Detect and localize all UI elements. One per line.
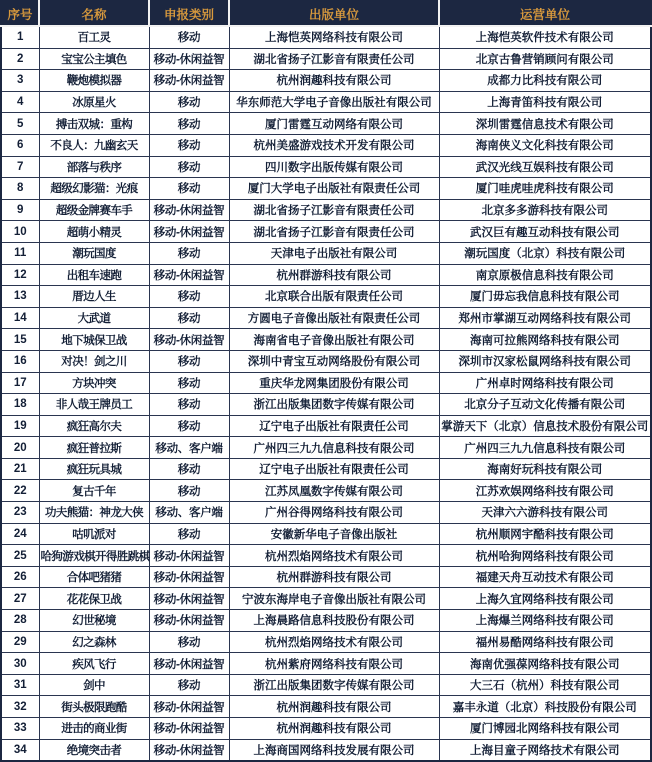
table-cell-operator: 福建天舟互动技术有限公司: [439, 566, 651, 588]
table-cell-category: 移动: [149, 394, 229, 416]
table-cell-operator: 北京分子互动文化传播有限公司: [439, 394, 651, 416]
table-cell-category: 移动: [149, 286, 229, 308]
table-cell-category: 移动-休闲益智: [149, 329, 229, 351]
table-cell-operator: 上海目童子网络技术有限公司: [439, 739, 651, 761]
table-cell-operator: 杭州哈狗网络科技有限公司: [439, 545, 651, 567]
table-row: [1, 610, 651, 632]
table-row: [1, 113, 651, 135]
table-cell-name: 方块冲突: [39, 372, 149, 394]
table-cell-operator: 杭州顺网宇酷科技有限公司: [439, 523, 651, 545]
table-cell-operator: 海南侠义文化科技有限公司: [439, 134, 651, 156]
table-cell-category: 移动-休闲益智: [149, 199, 229, 221]
table-cell-index: 10: [1, 221, 39, 243]
table-cell-name: 街头极限跑酷: [39, 696, 149, 718]
table-row: [1, 134, 651, 156]
table-cell-name: 非人哉王牌员工: [39, 394, 149, 416]
table-cell-name: 厝边人生: [39, 286, 149, 308]
table-cell-operator: 南京原极信息科技有限公司: [439, 264, 651, 286]
table-cell-operator: 江苏欢娱网络科技有限公司: [439, 480, 651, 502]
table-row: [1, 307, 651, 329]
column-header-category: 申报类别: [149, 1, 229, 26]
table-cell-publisher: 四川数字出版传媒有限公司: [229, 156, 439, 178]
table-cell-operator: 福州易酷网络科技有限公司: [439, 631, 651, 653]
table-row: [1, 329, 651, 351]
table-cell-publisher: 广州四三九九信息科技有限公司: [229, 437, 439, 459]
table-row: [1, 394, 651, 416]
table-cell-index: 21: [1, 458, 39, 480]
table-cell-category: 移动-休闲益智: [149, 566, 229, 588]
table-cell-name: 功夫熊猫：神龙大侠: [39, 502, 149, 524]
table-cell-operator: 武汉光线互娱科技有限公司: [439, 156, 651, 178]
table-cell-name: 鞭炮模拟器: [39, 70, 149, 92]
table-row: [1, 26, 651, 48]
table-cell-publisher: 天津电子出版社有限公司: [229, 242, 439, 264]
table-cell-operator: 厦门博园北网络科技有限公司: [439, 718, 651, 740]
table-cell-publisher: 辽宁电子出版社有限责任公司: [229, 415, 439, 437]
table-row: [1, 70, 651, 92]
table-cell-index: 17: [1, 372, 39, 394]
table-cell-category: 移动-休闲益智: [149, 653, 229, 675]
table-cell-name: 搏击双城：重构: [39, 113, 149, 135]
table-cell-category: 移动: [149, 91, 229, 113]
table-cell-operator: 嘉丰永道（北京）科技股份有限公司: [439, 696, 651, 718]
table-cell-index: 27: [1, 588, 39, 610]
table-cell-name: 超级幻影猫：光痕: [39, 178, 149, 200]
table-row: [1, 545, 651, 567]
table-cell-category: 移动: [149, 156, 229, 178]
table-cell-index: 4: [1, 91, 39, 113]
table-cell-index: 1: [1, 26, 39, 48]
table-cell-publisher: 江苏凤凰数字传媒有限公司: [229, 480, 439, 502]
table-cell-operator: 广州卓时网络科技有限公司: [439, 372, 651, 394]
table-cell-publisher: 杭州群游科技有限公司: [229, 566, 439, 588]
table-cell-category: 移动、客户端: [149, 437, 229, 459]
table-cell-publisher: 广州谷得网络科技有限公司: [229, 502, 439, 524]
table-cell-index: 19: [1, 415, 39, 437]
table-row: [1, 674, 651, 696]
table-cell-index: 3: [1, 70, 39, 92]
table-cell-category: 移动-休闲益智: [149, 48, 229, 70]
table-cell-index: 5: [1, 113, 39, 135]
table-cell-index: 2: [1, 48, 39, 70]
table-cell-index: 34: [1, 739, 39, 761]
table-cell-name: 不良人：九幽玄天: [39, 134, 149, 156]
table-row: [1, 372, 651, 394]
table-cell-publisher: 辽宁电子出版社有限责任公司: [229, 458, 439, 480]
table-cell-category: 移动: [149, 26, 229, 48]
table-cell-publisher: 杭州美盛游戏技术开发有限公司: [229, 134, 439, 156]
table-cell-category: 移动-休闲益智: [149, 696, 229, 718]
table-row: [1, 264, 651, 286]
table-cell-publisher: 厦门大学电子出版社有限责任公司: [229, 178, 439, 200]
table-cell-index: 24: [1, 523, 39, 545]
table-cell-name: 合体吧猪猪: [39, 566, 149, 588]
table-cell-name: 宝宝公主填色: [39, 48, 149, 70]
table-row: [1, 696, 651, 718]
table-cell-name: 复古千年: [39, 480, 149, 502]
column-header-publisher: 出版单位: [229, 1, 439, 26]
table-cell-publisher: 湖北省扬子江影音有限责任公司: [229, 199, 439, 221]
table-row: [1, 437, 651, 459]
table-cell-name: 冰原星火: [39, 91, 149, 113]
table-cell-name: 地下城保卫战: [39, 329, 149, 351]
table-row: [1, 415, 651, 437]
table-cell-index: 31: [1, 674, 39, 696]
table-cell-operator: 海南好玩科技有限公司: [439, 458, 651, 480]
table-cell-operator: 广州四三九九信息科技有限公司: [439, 437, 651, 459]
table-cell-publisher: 方圆电子音像出版社有限责任公司: [229, 307, 439, 329]
table-cell-index: 25: [1, 545, 39, 567]
table-row: [1, 178, 651, 200]
table-cell-operator: 上海爆兰网络科技有限公司: [439, 610, 651, 632]
table-cell-name: 哈狗游戏棋开得胜跳棋: [39, 545, 149, 567]
table-cell-operator: 上海恺英软件技术有限公司: [439, 26, 651, 48]
table-cell-index: 16: [1, 350, 39, 372]
table-cell-category: 移动: [149, 242, 229, 264]
table-cell-operator: 海南优强葆网络科技有限公司: [439, 653, 651, 675]
table-row: [1, 458, 651, 480]
table-cell-publisher: 重庆华龙网集团股份有限公司: [229, 372, 439, 394]
table-row: [1, 718, 651, 740]
table-cell-category: 移动: [149, 674, 229, 696]
table-row: [1, 242, 651, 264]
table-cell-publisher: 湖北省扬子江影音有限责任公司: [229, 48, 439, 70]
table-cell-category: 移动-休闲益智: [149, 545, 229, 567]
column-header-operator: 运营单位: [439, 1, 651, 26]
table-cell-category: 移动-休闲益智: [149, 588, 229, 610]
table-cell-index: 30: [1, 653, 39, 675]
table-cell-index: 6: [1, 134, 39, 156]
table-cell-index: 22: [1, 480, 39, 502]
table-cell-category: 移动、客户端: [149, 502, 229, 524]
table-cell-publisher: 杭州润趣科技有限公司: [229, 70, 439, 92]
table-cell-operator: 深圳市汉家松鼠网络科技有限公司: [439, 350, 651, 372]
table-cell-publisher: 北京联合出版有限责任公司: [229, 286, 439, 308]
table-cell-operator: 厦门哇虎哇虎科技有限公司: [439, 178, 651, 200]
table-cell-name: 幻世秘境: [39, 610, 149, 632]
table-cell-publisher: 杭州紫府网络科技有限公司: [229, 653, 439, 675]
table-cell-index: 14: [1, 307, 39, 329]
table-cell-index: 13: [1, 286, 39, 308]
table-cell-operator: 掌游天下（北京）信息技术股份有限公司: [439, 415, 651, 437]
table-cell-publisher: 上海商国网络科技发展有限公司: [229, 739, 439, 761]
table-cell-name: 进击的商业街: [39, 718, 149, 740]
table-cell-name: 绝境突击者: [39, 739, 149, 761]
table-cell-name: 疾风飞行: [39, 653, 149, 675]
table-row: [1, 91, 651, 113]
header-row: [1, 1, 651, 26]
table-row: [1, 286, 651, 308]
table-cell-publisher: 华东师范大学电子音像出版社有限公司: [229, 91, 439, 113]
table-cell-index: 12: [1, 264, 39, 286]
table-cell-name: 疯狂玩具城: [39, 458, 149, 480]
table-cell-name: 花花保卫战: [39, 588, 149, 610]
table-cell-category: 移动: [149, 458, 229, 480]
table-cell-category: 移动: [149, 178, 229, 200]
table-cell-operator: 上海青笛科技有限公司: [439, 91, 651, 113]
table-cell-category: 移动: [149, 134, 229, 156]
table-cell-category: 移动-休闲益智: [149, 718, 229, 740]
table-cell-operator: 海南可拉熊网络科技有限公司: [439, 329, 651, 351]
table-cell-publisher: 杭州烈焰网络技术有限公司: [229, 631, 439, 653]
table-header: [1, 1, 651, 26]
table-cell-index: 15: [1, 329, 39, 351]
table-cell-name: 百工灵: [39, 26, 149, 48]
table-cell-index: 29: [1, 631, 39, 653]
table-cell-operator: 北京古鲁营销顾问有限公司: [439, 48, 651, 70]
table-cell-index: 33: [1, 718, 39, 740]
table-cell-name: 潮玩国度: [39, 242, 149, 264]
table-cell-publisher: 杭州润趣科技有限公司: [229, 696, 439, 718]
table-cell-category: 移动: [149, 523, 229, 545]
table-row: [1, 221, 651, 243]
table-cell-category: 移动: [149, 415, 229, 437]
table-cell-category: 移动-休闲益智: [149, 70, 229, 92]
table-cell-category: 移动: [149, 631, 229, 653]
table-cell-publisher: 上海恺英网络科技有限公司: [229, 26, 439, 48]
table-cell-operator: 北京多多游科技有限公司: [439, 199, 651, 221]
table-cell-category: 移动-休闲益智: [149, 221, 229, 243]
table-cell-operator: 大三石（杭州）科技有限公司: [439, 674, 651, 696]
table-cell-index: 18: [1, 394, 39, 416]
table-row: [1, 653, 651, 675]
table-cell-index: 28: [1, 610, 39, 632]
table-cell-category: 移动: [149, 372, 229, 394]
column-header-name: 名称: [39, 1, 149, 26]
table-cell-category: 移动-休闲益智: [149, 739, 229, 761]
table-row: [1, 199, 651, 221]
table-cell-index: 32: [1, 696, 39, 718]
table-cell-publisher: 海南省电子音像出版社有限公司: [229, 329, 439, 351]
table-cell-index: 7: [1, 156, 39, 178]
table-row: [1, 566, 651, 588]
table-cell-index: 8: [1, 178, 39, 200]
table-cell-name: 部落与秩序: [39, 156, 149, 178]
table-cell-publisher: 上海晨路信息科技股份有限公司: [229, 610, 439, 632]
table-cell-name: 超萌小精灵: [39, 221, 149, 243]
table-cell-index: 26: [1, 566, 39, 588]
table-cell-operator: 成都力比科技有限公司: [439, 70, 651, 92]
table-cell-index: 9: [1, 199, 39, 221]
table-body: [1, 26, 651, 761]
table-cell-name: 幻之森林: [39, 631, 149, 653]
table-cell-name: 出租车速跑: [39, 264, 149, 286]
table-row: [1, 502, 651, 524]
table-row: [1, 588, 651, 610]
table-cell-name: 疯狂高尔夫: [39, 415, 149, 437]
table-cell-operator: 深圳雷霆信息技术有限公司: [439, 113, 651, 135]
table-cell-publisher: 浙江出版集团数字传媒有限公司: [229, 674, 439, 696]
table-cell-category: 移动: [149, 480, 229, 502]
table-cell-publisher: 杭州润趣科技有限公司: [229, 718, 439, 740]
table-cell-category: 移动-休闲益智: [149, 264, 229, 286]
table-row: [1, 480, 651, 502]
table-cell-name: 超级金牌赛车手: [39, 199, 149, 221]
table-cell-operator: 潮玩国度（北京）科技有限公司: [439, 242, 651, 264]
table-row: [1, 739, 651, 761]
table-row: [1, 48, 651, 70]
table-cell-category: 移动: [149, 350, 229, 372]
table-cell-name: 咕叽派对: [39, 523, 149, 545]
table-cell-name: 疯狂普拉斯: [39, 437, 149, 459]
table-cell-operator: 厦门毋忘我信息科技有限公司: [439, 286, 651, 308]
table-cell-name: 剑中: [39, 674, 149, 696]
table-row: [1, 350, 651, 372]
table-cell-operator: 郑州市掌湖互动网络科技有限公司: [439, 307, 651, 329]
table-row: [1, 523, 651, 545]
table-cell-publisher: 厦门雷霆互动网络有限公司: [229, 113, 439, 135]
table-cell-publisher: 宁波东海岸电子音像出版社有限公司: [229, 588, 439, 610]
table-cell-index: 23: [1, 502, 39, 524]
table-cell-publisher: 湖北省扬子江影音有限责任公司: [229, 221, 439, 243]
table-cell-publisher: 深圳中青宝互动网络股份有限公司: [229, 350, 439, 372]
table-cell-index: 20: [1, 437, 39, 459]
table-cell-category: 移动: [149, 307, 229, 329]
table-cell-category: 移动: [149, 113, 229, 135]
table-cell-operator: 天津六六游科技有限公司: [439, 502, 651, 524]
table-cell-index: 11: [1, 242, 39, 264]
table-cell-publisher: 安徽新华电子音像出版社: [229, 523, 439, 545]
table-cell-publisher: 杭州群游科技有限公司: [229, 264, 439, 286]
table-cell-name: 对决！剑之川: [39, 350, 149, 372]
column-header-index: 序号: [1, 1, 39, 26]
table-cell-operator: 上海久宜网络科技有限公司: [439, 588, 651, 610]
table-row: [1, 156, 651, 178]
table-row: [1, 631, 651, 653]
table-cell-publisher: 杭州烈焰网络技术有限公司: [229, 545, 439, 567]
table-cell-category: 移动-休闲益智: [149, 610, 229, 632]
table-cell-operator: 武汉巨有趣互动科技有限公司: [439, 221, 651, 243]
table-cell-publisher: 浙江出版集团数字传媒有限公司: [229, 394, 439, 416]
table-cell-name: 大武道: [39, 307, 149, 329]
